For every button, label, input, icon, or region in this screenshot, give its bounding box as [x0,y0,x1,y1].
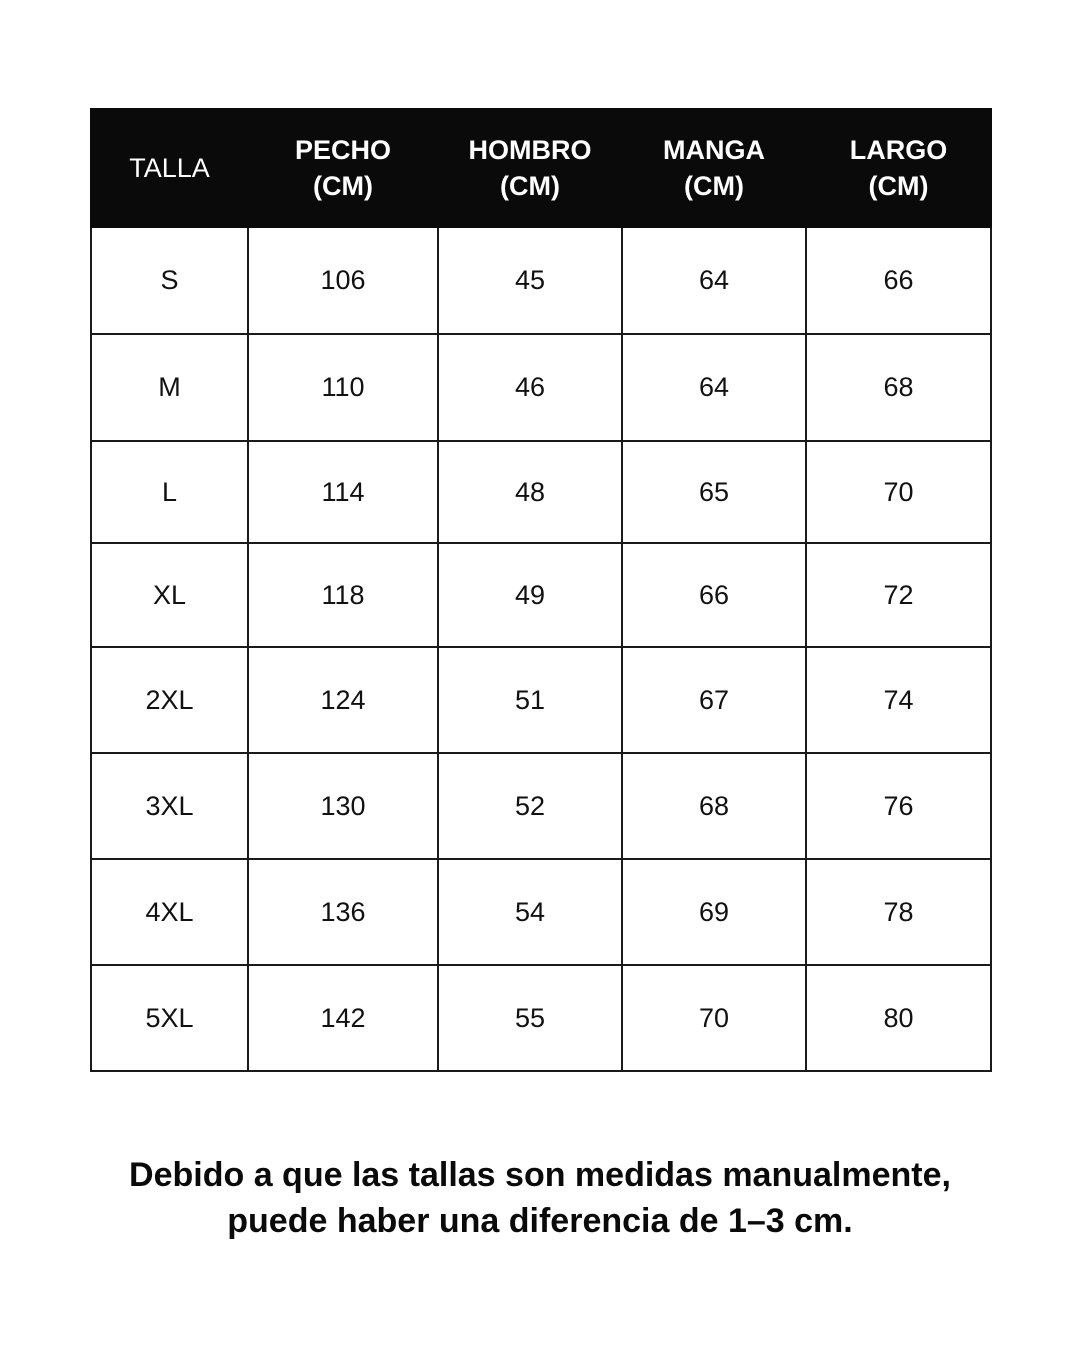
cell-pecho: 136 [248,859,438,965]
cell-pecho: 110 [248,334,438,441]
header-manga [622,109,806,227]
table-row [91,965,991,1071]
header-unit: (CM) [313,171,373,201]
cell-manga: 69 [622,859,806,965]
cell-hombro: 48 [438,441,622,543]
cell-largo: 72 [806,543,991,647]
table-row [91,543,991,647]
header-talla [91,109,248,227]
cell-manga: 66 [622,543,806,647]
header-label: HOMBRO [468,135,592,165]
cell-talla: 2XL [91,647,248,753]
cell-pecho: 106 [248,227,438,334]
cell-pecho: 142 [248,965,438,1071]
cell-manga: 64 [622,227,806,334]
cell-hombro: 49 [438,543,622,647]
header-unit: (CM) [500,171,560,201]
cell-pecho: 124 [248,647,438,753]
table-row [91,647,991,753]
cell-manga: 64 [622,334,806,441]
cell-pecho: 114 [248,441,438,543]
cell-talla: 5XL [91,965,248,1071]
table-row [91,441,991,543]
header-label: PECHO [294,135,392,165]
cell-hombro: 52 [438,753,622,859]
cell-talla: 3XL [91,753,248,859]
cell-talla: S [91,227,248,334]
cell-largo: 78 [806,859,991,965]
header-label: LARGO [849,135,948,165]
cell-hombro: 55 [438,965,622,1071]
size-chart-table [90,108,992,1072]
table-body [91,227,991,1071]
table-row [91,227,991,334]
cell-manga: 70 [622,965,806,1071]
header-unit: (CM) [868,171,929,201]
table-row [91,859,991,965]
cell-manga: 67 [622,647,806,753]
cell-talla: M [91,334,248,441]
cell-talla: 4XL [91,859,248,965]
table-row [91,753,991,859]
cell-largo: 66 [806,227,991,334]
cell-talla: XL [91,543,248,647]
header-hombro [438,109,622,227]
cell-largo: 80 [806,965,991,1071]
cell-hombro: 45 [438,227,622,334]
disclaimer-line-2: puede haber una diferencia de 1–3 cm. [227,1202,853,1240]
cell-talla: L [91,441,248,543]
header-pecho [248,109,438,227]
header-largo [806,109,991,227]
cell-pecho: 118 [248,543,438,647]
cell-hombro: 51 [438,647,622,753]
cell-largo: 74 [806,647,991,753]
header-label: TALLA [129,153,210,183]
cell-manga: 65 [622,441,806,543]
cell-hombro: 46 [438,334,622,441]
measurement-disclaimer [0,1152,1080,1244]
cell-largo: 76 [806,753,991,859]
disclaimer-line-1: Debido a que las tallas son medidas manualmente, [129,1156,951,1194]
table-header [91,109,991,227]
header-row [91,109,991,227]
header-unit: (CM) [684,171,744,201]
cell-pecho: 130 [248,753,438,859]
cell-hombro: 54 [438,859,622,965]
cell-largo: 70 [806,441,991,543]
cell-manga: 68 [622,753,806,859]
header-label: MANGA [663,135,765,165]
table-row [91,334,991,441]
cell-largo: 68 [806,334,991,441]
